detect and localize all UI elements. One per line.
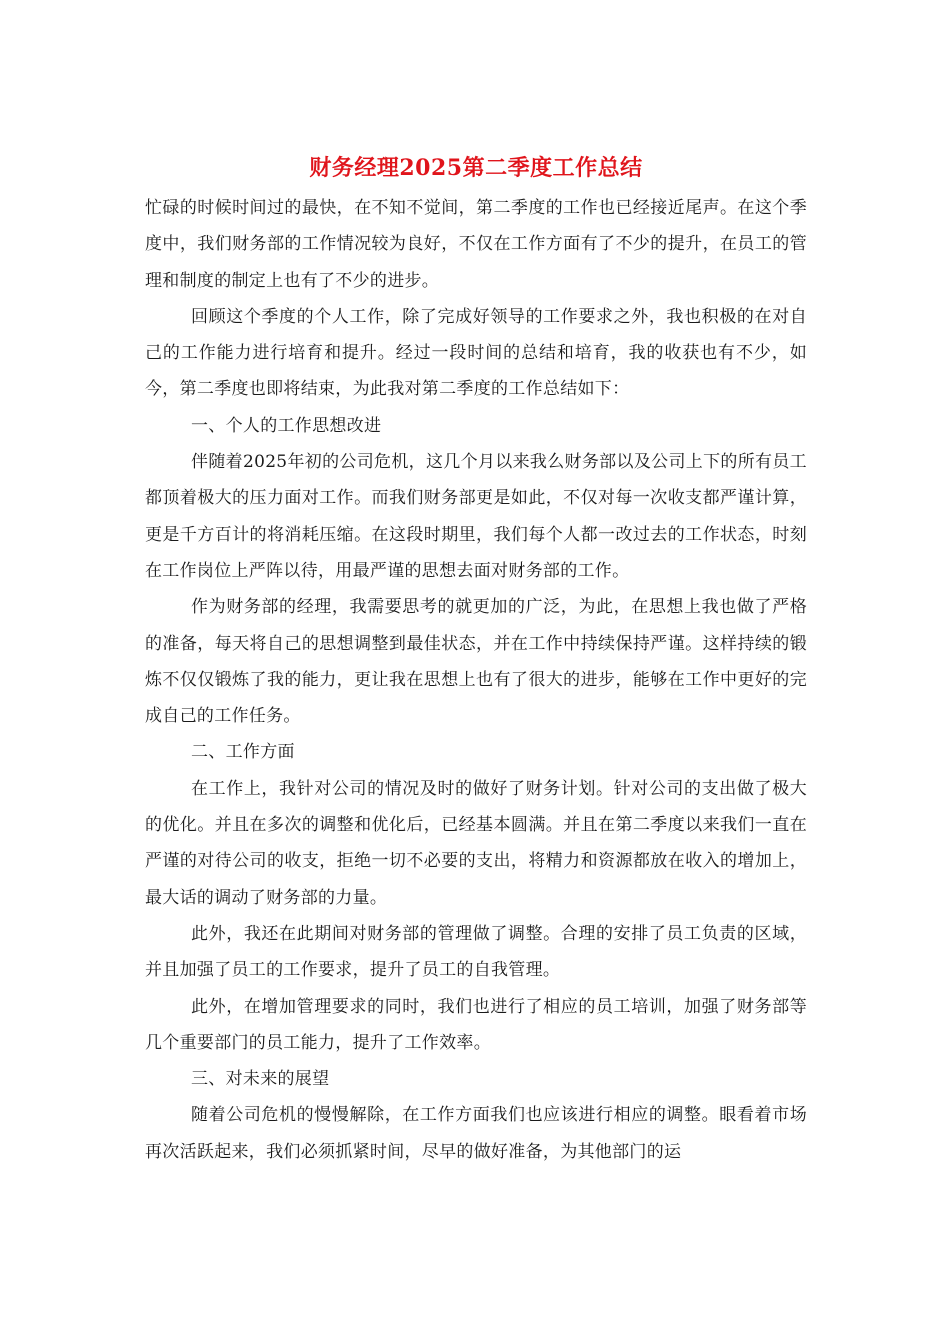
section-3-paragraph-1: 随着公司危机的慢慢解除，在工作方面我们也应该进行相应的调整。眼看着市场再次活跃起来，我们必须抓紧时间，尽早的做好准备，为其他部门的运 (145, 1105, 807, 1162)
section-2-paragraph-2: 此外，我还在此期间对财务部的管理做了调整。合理的安排了员工负责的区域，并且加强了员工的工作要求，提升了员工的自我管理。 (145, 923, 807, 981)
document-page (145, 148, 807, 1170)
review-paragraph: 回顾这个季度的个人工作，除了完成好领导的工作要求之外，我也积极的在对自己的工作能力进行培育和提升。经过一段时间的总结和培育，我的收获也有不少，如今，第二季度也即将结束，为此我对第二季度的工作总结如下： (145, 306, 807, 400)
section-1-paragraph-1: 伴随着2025年初的公司危机，这几个月以来我么财务部以及公司上下的所有员工都顶着极大的压力面对工作。而我们财务部更是如此，不仅对每一次收支都严谨计算，更是千方百计的将消耗压缩。在这段时期里，我们每个人都一改过去的工作状态，时刻在工作岗位上严阵以待，用最严谨的思想去面对财务部的工作。 (145, 452, 807, 581)
section-2-heading: 二、工作方面 (191, 742, 295, 763)
section-2-paragraph-1: 在工作上，我针对公司的情况及时的做好了财务计划。针对公司的支出做了极大的优化。并且在多次的调整和优化后，已经基本圆满。并且在第二季度以来我们一直在严谨的对待公司的收支，拒绝一切不必要的支出，将精力和资源都放在收入的增加上，最大话的调动了财务部的力量。 (145, 778, 807, 908)
section-3-heading: 三、对未来的展望 (191, 1069, 330, 1090)
section-1-paragraph-2: 作为财务部的经理，我需要思考的就更加的广泛，为此，在思想上我也做了严格的准备，每天将自己的思想调整到最佳状态，并在工作中持续保持严谨。这样持续的锻炼不仅仅锻炼了我的能力，更让我在思想上也有了很大的进步，能够在工作中更好的完成自己的工作任务。 (145, 597, 807, 727)
intro-paragraph: 忙碌的时候时间过的最快，在不知不觉间，第二季度的工作也已经接近尾声。在这个季度中，我们财务部的工作情况较为良好，不仅在工作方面有了不少的提升，在员工的管理和制度的制定上也有了不少的进步。 (145, 198, 807, 291)
document-title: 财务经理2025第二季度工作总结 (309, 155, 643, 181)
section-1-heading: 一、个人的工作思想改进 (191, 415, 382, 436)
section-2-paragraph-3: 此外，在增加管理要求的同时，我们也进行了相应的员工培训，加强了财务部等几个重要部门的员工能力，提升了工作效率。 (145, 996, 807, 1053)
